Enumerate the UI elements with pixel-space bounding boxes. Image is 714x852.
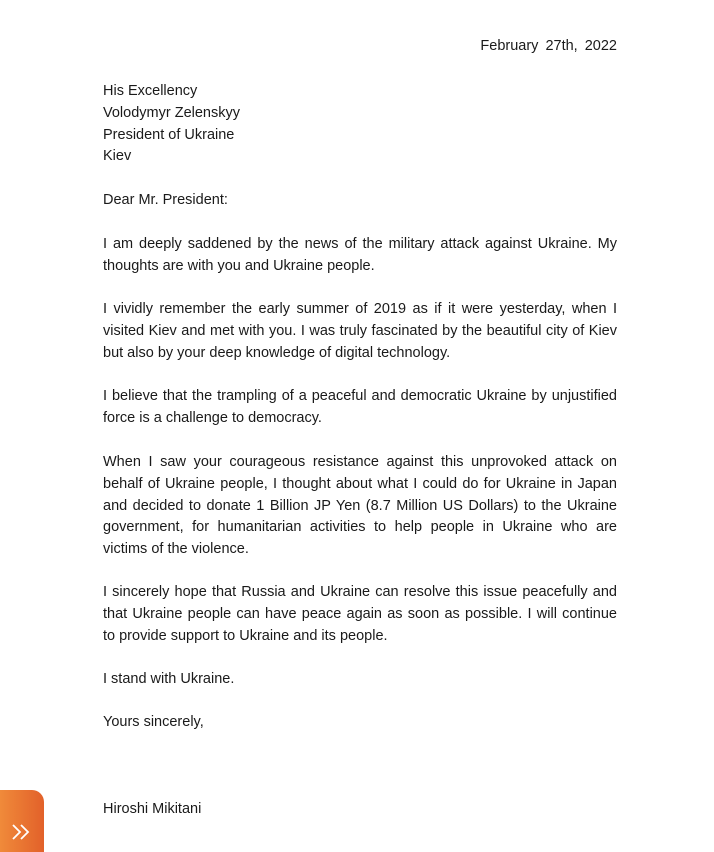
- paragraph: I vividly remember the early summer of 2019 as if it were yesterday, when I visited Kiev and met with you. I was truly fascinated by the beautiful city of Kiev but also by your deep knowledge of digital technology.: [103, 301, 617, 361]
- signature-name: Hiroshi Mikitani: [103, 801, 202, 817]
- paragraph: I am deeply saddened by the news of the military attack against Ukraine. My thoughts are with you and Ukraine people.: [103, 236, 617, 274]
- salutation: Dear Mr. President:: [103, 192, 228, 208]
- double-chevron-right-icon: [10, 822, 34, 842]
- recipient-line: Kiev: [103, 148, 132, 165]
- paragraph: I believe that the trampling of a peaceful and democratic Ukraine by unjustified force is a challenge to democracy.: [103, 388, 617, 426]
- letter-date: February 27th, 2022: [480, 38, 617, 54]
- expand-panel-button[interactable]: [0, 790, 44, 852]
- paragraph: I stand with Ukraine.: [103, 671, 235, 687]
- paragraph: I sincerely hope that Russia and Ukraine can resolve this issue peacefully and that Ukraine people can have peace again as soon as possible. I will continue to provide support to Ukraine and its people.: [103, 584, 617, 644]
- recipient-address: [103, 81, 617, 168]
- recipient-line: His Excellency: [103, 83, 198, 99]
- recipient-line: Volodymyr Zelenskyy: [103, 104, 240, 121]
- paragraph: When I saw your courageous resistance against this unprovoked attack on behalf of Ukraine people, I thought about what I could do for Ukraine in Japan and decided to donate 1 Billion JP Yen (8.7 Million US Dollars) to the Ukraine government, for humanitarian activities to help people in Ukraine who are victims of the violence.: [103, 454, 617, 558]
- closing: Yours sincerely,: [103, 714, 204, 730]
- recipient-line: President of Ukraine: [103, 126, 235, 143]
